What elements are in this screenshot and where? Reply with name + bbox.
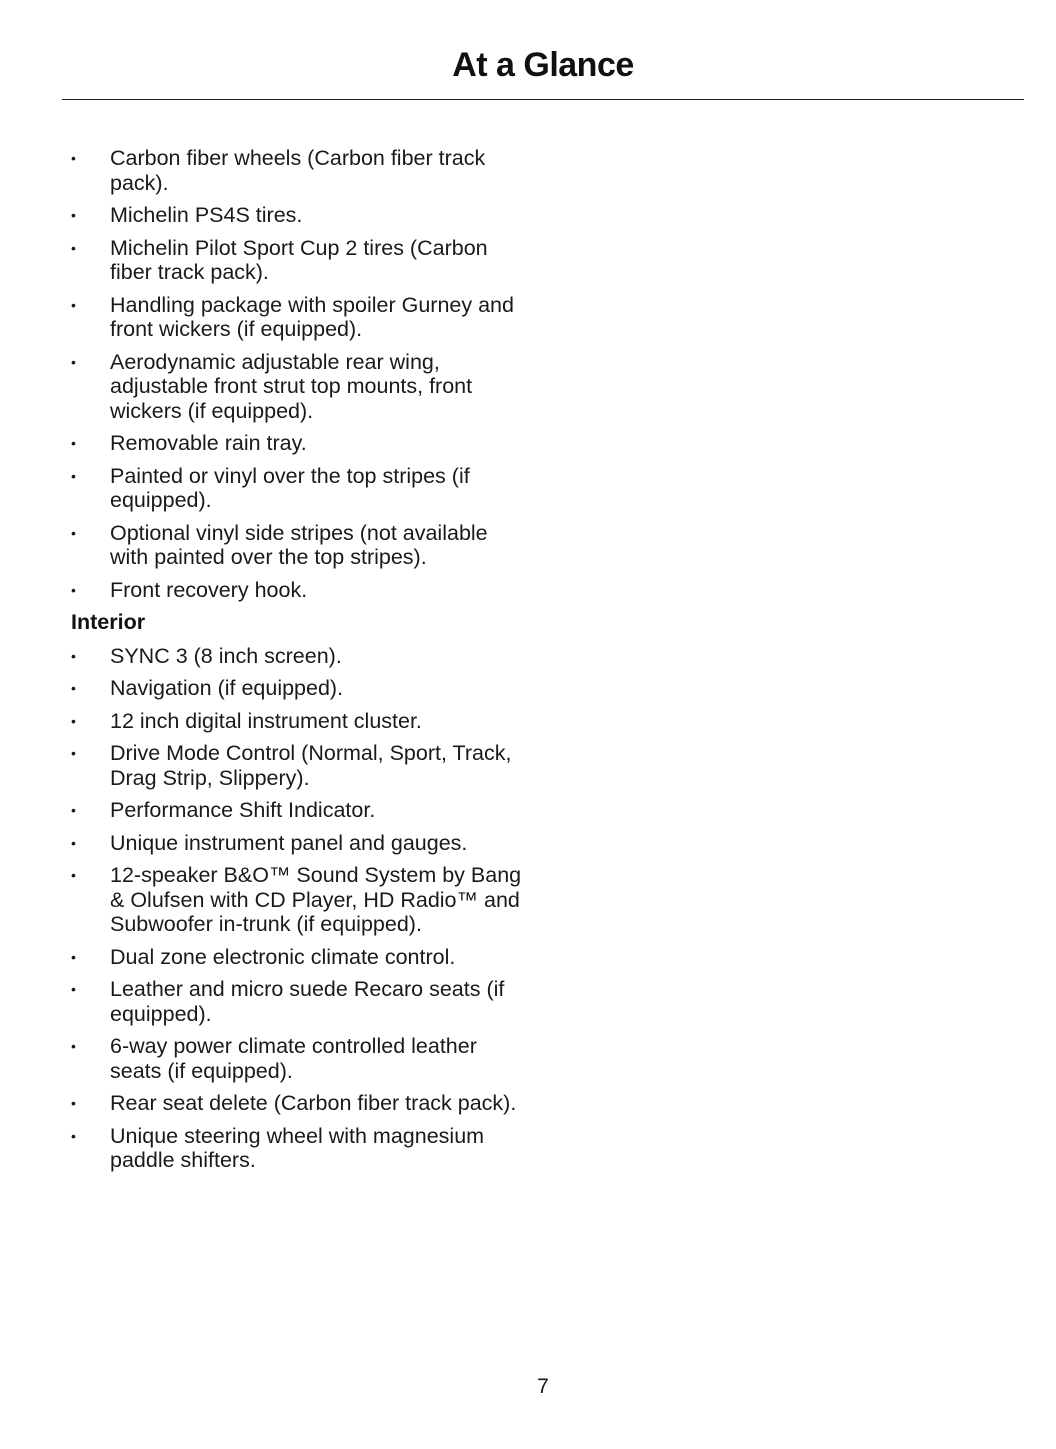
list-item-text: Michelin PS4S tires.: [110, 203, 303, 227]
main-content: [71, 146, 531, 1181]
list-item-text: Front recovery hook.: [110, 577, 308, 602]
list-item: [71, 521, 531, 570]
list-item: [71, 203, 531, 228]
list-item-text: Aerodynamic adjustable rear wing, adjustable front strut top mounts, front wickers (if equipped).: [110, 349, 473, 423]
bullet-icon: •: [71, 680, 76, 696]
list-item: [71, 863, 531, 937]
list-item: [71, 350, 531, 424]
section-heading-interior: Interior: [71, 610, 146, 634]
list-item: [71, 644, 531, 669]
list-item-text: 6-way power climate controlled leather seats (if equipped).: [110, 1034, 477, 1083]
list-item-text: Optional vinyl side stripes (not available with painted over the top stripes).: [110, 520, 488, 569]
list-item: [71, 709, 531, 734]
list-item-text: Removable rain tray.: [110, 431, 307, 455]
list-item-text: Carbon fiber wheels (Carbon fiber track pack).: [110, 146, 486, 195]
bullet-icon: •: [71, 712, 76, 729]
bullet-icon: •: [71, 981, 76, 997]
list-item-text: 12-speaker B&O™ Sound System by Bang & Olufsen with CD Player, HD Radio™ and Subwoofer in-trunk (if equipped).: [110, 863, 522, 936]
bullet-icon: •: [71, 239, 76, 256]
list-item-text: Navigation (if equipped).: [110, 676, 344, 700]
list-item-text: Unique instrument panel and gauges.: [110, 830, 468, 855]
list-item-text: Leather and micro suede Recaro seats (if equipped).: [110, 977, 505, 1026]
exterior-feature-list: [71, 146, 531, 602]
bullet-icon: •: [71, 1038, 76, 1054]
list-item: [71, 831, 531, 856]
bullet-icon: •: [71, 524, 76, 541]
bullet-icon: •: [71, 207, 76, 223]
bullet-icon: •: [71, 745, 76, 761]
bullet-icon: •: [71, 1095, 76, 1111]
list-item-text: Rear seat delete (Carbon fiber track pack).: [110, 1091, 517, 1115]
bullet-icon: •: [71, 296, 76, 313]
list-item-text: SYNC 3 (8 inch screen).: [110, 643, 342, 668]
list-item: [71, 676, 531, 701]
list-item: [71, 1124, 531, 1173]
list-item-text: Handling package with spoiler Gurney and front wickers (if equipped).: [110, 292, 514, 341]
list-item: [71, 1034, 531, 1083]
list-item-text: Painted or vinyl over the top stripes (if equipped).: [110, 463, 470, 512]
title-divider: [62, 99, 1024, 100]
bullet-icon: •: [71, 867, 76, 883]
bullet-icon: •: [71, 647, 76, 664]
list-item: [71, 977, 531, 1026]
list-item: [71, 578, 531, 603]
list-item: [71, 464, 531, 513]
bullet-icon: •: [71, 581, 76, 598]
list-item-text: Michelin Pilot Sport Cup 2 tires (Carbon fiber track pack).: [110, 235, 488, 284]
page-title: At a Glance: [452, 46, 634, 84]
list-item-text: 12 inch digital instrument cluster.: [110, 708, 422, 733]
list-item: [71, 146, 531, 195]
bullet-icon: •: [71, 435, 76, 451]
list-item: [71, 1091, 531, 1116]
bullet-icon: •: [71, 834, 76, 851]
list-item-text: Unique steering wheel with magnesium paddle shifters.: [110, 1123, 485, 1172]
bullet-icon: •: [71, 948, 76, 965]
list-item: [71, 236, 531, 285]
list-item-text: Dual zone electronic climate control.: [110, 944, 456, 969]
bullet-icon: •: [71, 150, 76, 166]
list-item: [71, 945, 531, 970]
list-item: [71, 741, 531, 790]
bullet-icon: •: [71, 467, 76, 484]
bullet-icon: •: [71, 1127, 76, 1144]
page-number: 7: [537, 1375, 549, 1398]
interior-feature-list: [71, 644, 531, 1173]
list-item: [71, 798, 531, 823]
list-item-text: Performance Shift Indicator.: [110, 798, 376, 822]
list-item: [71, 431, 531, 456]
list-item-text: Drive Mode Control (Normal, Sport, Track, Drag Strip, Slippery).: [110, 741, 512, 790]
bullet-icon: •: [71, 802, 76, 818]
list-item: [71, 293, 531, 342]
bullet-icon: •: [71, 353, 76, 370]
